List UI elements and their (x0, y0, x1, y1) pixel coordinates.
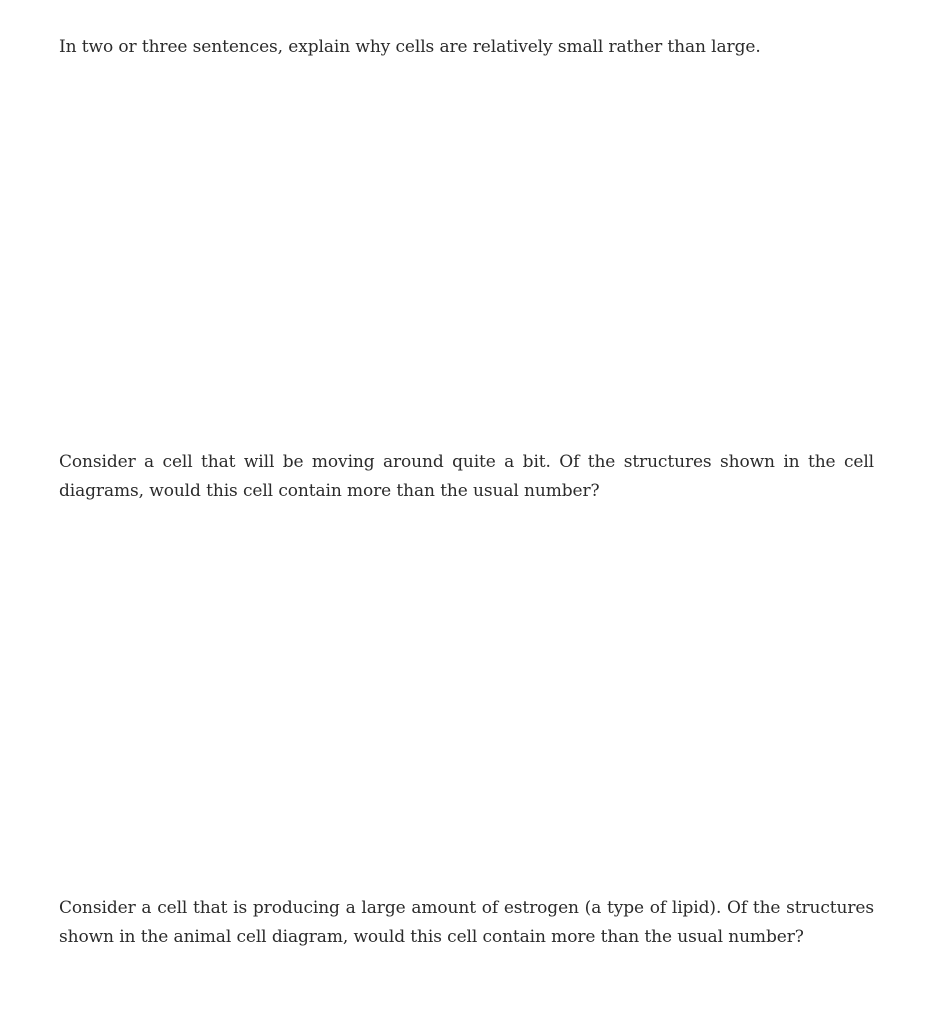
question-2: Consider a cell that will be moving around quite a bit. Of the structures shown in the cell diagrams, would this cell contain more than the usual number? (59, 452, 874, 501)
question-3: Consider a cell that is producing a large amount of estrogen (a type of lipid). Of the structures shown in the animal cell diagram, would this cell contain more than the usual number? (59, 898, 874, 947)
question-1: In two or three sentences, explain why cells are relatively small rather than large. (59, 37, 761, 57)
